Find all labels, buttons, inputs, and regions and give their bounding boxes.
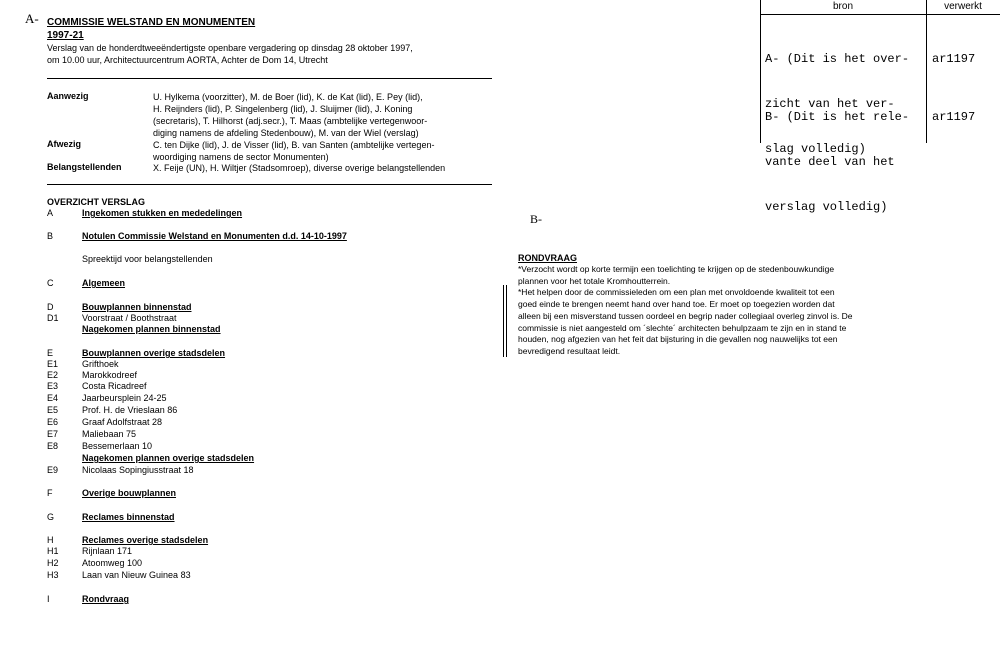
margin-mark-b: B- xyxy=(530,212,542,226)
item-code: F xyxy=(47,488,53,498)
meeting-description-line1: Verslag van de honderdtweeëndertigste openbare vergadering op dinsdag 28 oktober 1997, xyxy=(47,43,413,53)
absent-list xyxy=(153,139,498,163)
item-text: Costa Ricadreef xyxy=(82,381,147,391)
item-code: B xyxy=(47,231,54,241)
item-text: Reclames binnenstad xyxy=(82,512,175,522)
margin-bar xyxy=(506,285,507,357)
item-text: Notulen Commissie Welstand en Monumenten d.d. 14-10-1997 xyxy=(82,231,347,241)
present-line: (secretaris), T. Hilhorst (adj.secr.), T. Maas (ambtelijke vertegenwoor- xyxy=(153,116,428,126)
divider-bottom xyxy=(47,184,492,185)
source-entry-b: B- (Dit is het rele- vante deel van het verslag volledig) xyxy=(765,110,910,214)
overview-title: OVERZICHT VERSLAG xyxy=(47,197,146,207)
rondvraag-line: houden, nog afgezien van het feit dat bijsturing in die gevallen nog nauwelijks tot een xyxy=(518,334,838,345)
rondvraag-line: bevredigend resultaat leidt. xyxy=(518,345,621,356)
item-text: Graaf Adolfstraat 28 xyxy=(82,417,163,427)
item-text: Rondvraag xyxy=(82,594,130,604)
item-text: Voorstraat / Boothstraat xyxy=(82,313,177,323)
item-text: Reclames overige stadsdelen xyxy=(82,535,209,545)
item-code: H3 xyxy=(47,570,59,580)
stakeholders-label: Belangstellenden xyxy=(47,162,122,172)
rondvraag-line: *Verzocht wordt op korte termijn een toelichting te krijgen op de stedenbouwkundige xyxy=(518,264,835,274)
source-entry-a: A- (Dit is het over- zicht van het ver- slag volledig) xyxy=(765,52,910,156)
item-code: E1 xyxy=(47,359,59,369)
verwerkt-code-a: ar1197 xyxy=(932,52,976,66)
margin-mark-a: A- xyxy=(25,11,39,26)
item-code: E9 xyxy=(47,465,59,475)
present-list xyxy=(153,91,498,139)
margin-bar xyxy=(503,285,504,357)
item-code: I xyxy=(47,594,50,604)
verwerkt-code-b: ar1197 xyxy=(932,110,976,124)
meeting-description-line2: om 10.00 uur, Architectuurcentrum AORTA, Achter de Dom 14, Utrecht xyxy=(47,55,328,65)
rondvraag-text xyxy=(518,264,853,358)
item-text: Jaarbeursplein 24-25 xyxy=(82,393,167,403)
item-code: A xyxy=(47,208,54,218)
item-code: E3 xyxy=(47,381,59,391)
item-code: D xyxy=(47,302,54,312)
item-code: H xyxy=(47,535,54,545)
item-text: Nagekomen plannen overige stadsdelen xyxy=(82,453,255,463)
item-code: E5 xyxy=(47,405,59,415)
divider-top xyxy=(47,78,492,79)
item-code: E4 xyxy=(47,393,59,403)
item-text: Nagekomen plannen binnenstad xyxy=(82,324,221,334)
report-number: 1997-21 xyxy=(47,30,84,41)
source-table xyxy=(760,0,1000,214)
item-code: D1 xyxy=(47,313,59,323)
item-text: Bouwplannen overige stadsdelen xyxy=(82,348,226,358)
rondvraag-line: *Het helpen door de commissieleden om een plan met onvoldoende kwaliteit tot een xyxy=(518,287,835,298)
present-label: Aanwezig xyxy=(47,91,89,101)
rondvraag-line: alleen bij een misverstand tussen oordeel en begrip nader collegiaal overleg zinvol is. De xyxy=(518,310,853,321)
item-code: E8 xyxy=(47,441,59,451)
item-code: H2 xyxy=(47,558,59,568)
column-header-verwerkt: verwerkt xyxy=(944,1,982,12)
absent-label: Afwezig xyxy=(47,139,82,149)
item-text: Rijnlaan 171 xyxy=(82,546,133,556)
item-code: E xyxy=(47,348,54,358)
item-text: Overige bouwplannen xyxy=(82,488,177,498)
item-code: E7 xyxy=(47,429,59,439)
item-text: Atoomweg 100 xyxy=(82,558,143,568)
item-text: Grifthoek xyxy=(82,359,119,369)
item-code: E2 xyxy=(47,370,59,380)
item-text: Spreektijd voor belangstellenden xyxy=(82,254,213,264)
item-text: Laan van Nieuw Guinea 83 xyxy=(82,570,191,580)
item-code: H1 xyxy=(47,546,59,556)
rondvraag-line: goed einde te brengen neemt hand over hand toe. Er moet op toegezien worden dat xyxy=(518,299,835,310)
present-line: U. Hylkema (voorzitter), M. de Boer (lid), K. de Kat (lid), E. Pey (lid), xyxy=(153,92,423,102)
rondvraag-title: RONDVRAAG xyxy=(518,253,578,263)
column-header-bron: bron xyxy=(832,1,853,12)
stakeholders-list xyxy=(153,162,498,174)
commission-title: COMMISSIE WELSTAND EN MONUMENTEN xyxy=(47,17,256,28)
item-text: Bouwplannen binnenstad xyxy=(82,302,192,312)
rondvraag-line: commissie is niet aangesteld om ´slechte´ architecten behulpzaam te zijn en in stand te xyxy=(518,322,847,333)
item-text: Ingekomen stukken en mededelingen xyxy=(82,208,243,218)
present-line: diging namens de afdeling Stedenbouw), M. van der Wiel (verslag) xyxy=(153,128,419,138)
item-text: Maliebaan 75 xyxy=(82,429,137,439)
item-text: Nicolaas Sopingiusstraat 18 xyxy=(82,465,194,475)
rondvraag-line: plannen voor het totale Kromhoutterrein. xyxy=(518,275,671,286)
present-line: H. Reijnders (lid), P. Singelenberg (lid), J. Sluijmer (lid), J. Koning xyxy=(153,104,413,114)
item-text: Bessemerlaan 10 xyxy=(82,441,153,451)
item-code: G xyxy=(47,512,55,522)
item-text: Marokkodreef xyxy=(82,370,138,380)
absent-line: woordiging namens de sector Monumenten) xyxy=(153,152,329,162)
item-code: C xyxy=(47,278,54,288)
item-code: E6 xyxy=(47,417,59,427)
item-text: Algemeen xyxy=(82,278,126,288)
stakeholders-line: X. Feije (UN), H. Wiltjer (Stadsomroep), diverse overige belangstellenden xyxy=(153,163,446,173)
absent-line: C. ten Dijke (lid), J. de Visser (lid), B. van Santen (ambtelijke vertegen- xyxy=(153,140,435,150)
item-text: Prof. H. de Vrieslaan 86 xyxy=(82,405,178,415)
